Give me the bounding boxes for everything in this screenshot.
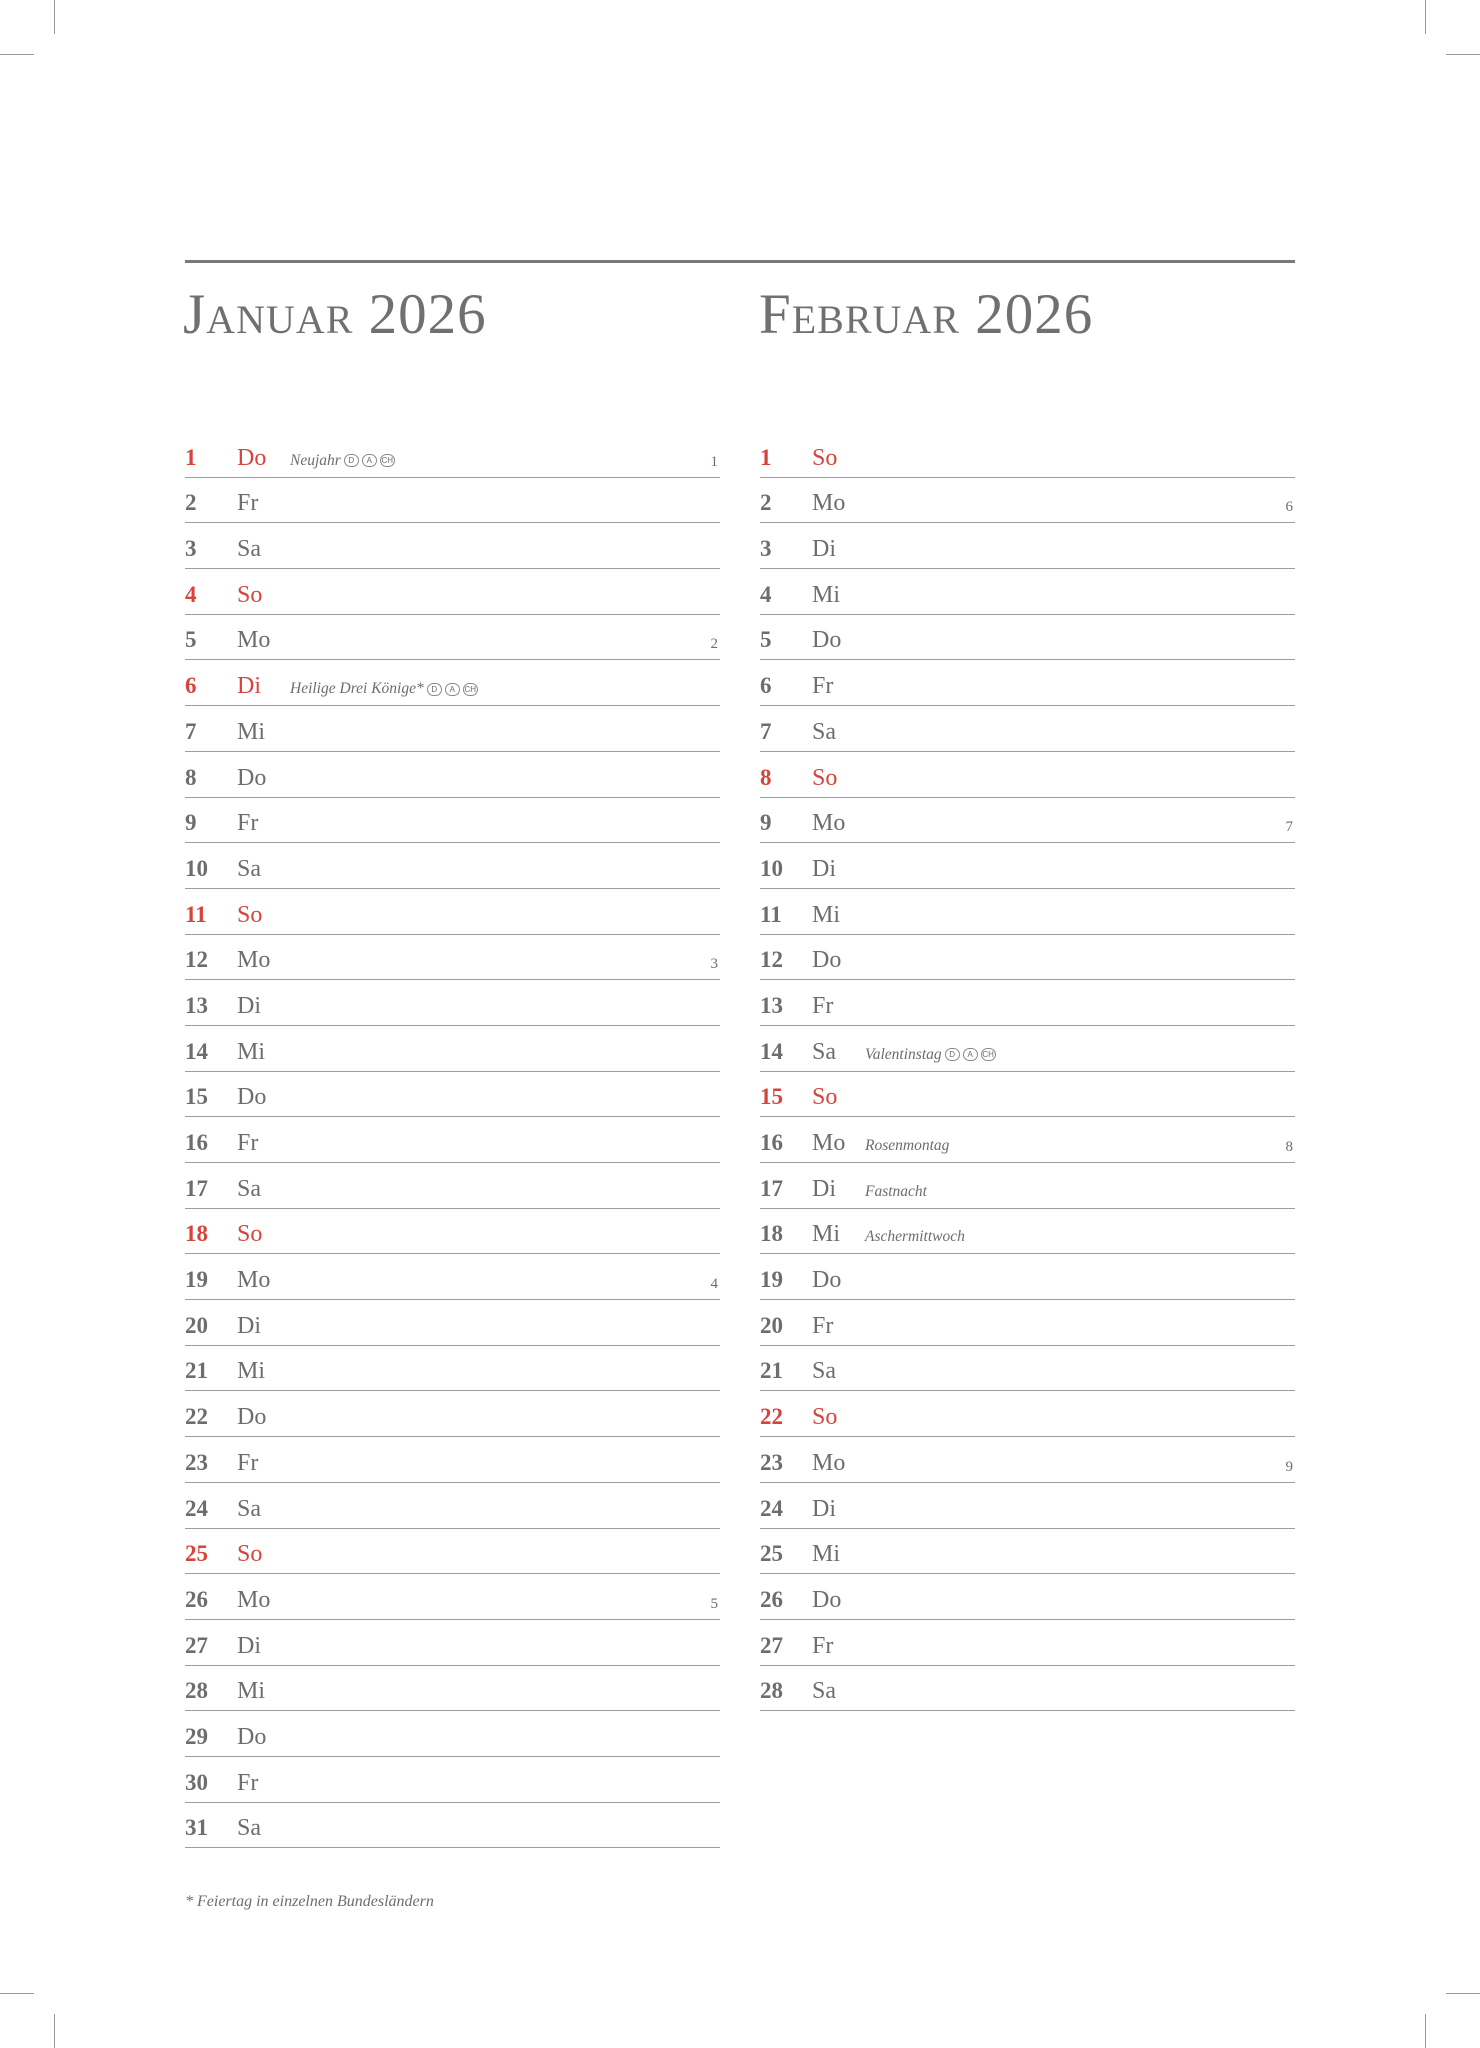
holiday-note bbox=[290, 451, 395, 477]
weekday: Do bbox=[237, 764, 267, 791]
week-number: 8 bbox=[1285, 1139, 1293, 1155]
holiday-name: Heilige Drei Könige* bbox=[290, 680, 424, 698]
day-number: 22 bbox=[760, 1404, 783, 1430]
day-number: 20 bbox=[760, 1312, 783, 1338]
day-number: 2 bbox=[760, 490, 772, 516]
day-row bbox=[760, 1620, 1295, 1666]
day-row bbox=[185, 1026, 720, 1072]
day-row bbox=[185, 843, 720, 889]
day-row bbox=[185, 980, 720, 1026]
weekday: Mi bbox=[237, 1678, 266, 1705]
weekday: Mo bbox=[237, 1267, 271, 1294]
day-number: 5 bbox=[185, 627, 197, 653]
day-row bbox=[185, 1620, 720, 1666]
weekday: Mi bbox=[237, 1038, 266, 1065]
day-row bbox=[185, 569, 720, 615]
week-number: 1 bbox=[710, 453, 718, 470]
day-row bbox=[185, 615, 720, 661]
week-number: 5 bbox=[710, 1595, 718, 1612]
day-row bbox=[185, 752, 720, 798]
weekday: Mo bbox=[812, 1449, 846, 1476]
january-day-list bbox=[185, 432, 720, 1848]
day-number: 26 bbox=[760, 1586, 783, 1612]
country-badge: D bbox=[945, 1048, 960, 1061]
day-number: 1 bbox=[760, 444, 772, 470]
day-row bbox=[760, 1026, 1295, 1072]
day-number: 28 bbox=[185, 1678, 208, 1704]
day-row bbox=[185, 660, 720, 706]
day-row bbox=[760, 1117, 1295, 1163]
holiday-note bbox=[865, 1227, 965, 1253]
weekday: So bbox=[812, 444, 838, 471]
day-row bbox=[760, 1437, 1295, 1483]
weekday: Di bbox=[237, 992, 261, 1019]
weekday: Fr bbox=[812, 673, 834, 700]
weekday: Mo bbox=[812, 810, 846, 837]
weekday: Mo bbox=[237, 947, 271, 974]
day-row bbox=[760, 660, 1295, 706]
day-number: 14 bbox=[760, 1038, 783, 1064]
day-number: 4 bbox=[185, 581, 197, 607]
week-number: 6 bbox=[1285, 499, 1293, 516]
day-number: 8 bbox=[760, 764, 772, 790]
weekday: So bbox=[237, 1221, 263, 1248]
crop-mark bbox=[1425, 0, 1426, 34]
day-number: 3 bbox=[760, 536, 772, 562]
holiday-name: Rosenmontag bbox=[865, 1137, 950, 1154]
day-number: 18 bbox=[185, 1221, 208, 1247]
weekday: Fr bbox=[237, 1130, 259, 1156]
day-number: 19 bbox=[185, 1267, 208, 1293]
country-badge: CH bbox=[381, 456, 394, 466]
day-row bbox=[185, 935, 720, 981]
top-rule bbox=[185, 260, 1295, 263]
weekday: Fr bbox=[237, 1449, 259, 1476]
weekday: Di bbox=[812, 1495, 836, 1522]
day-row bbox=[185, 1209, 720, 1255]
day-number: 23 bbox=[185, 1449, 208, 1475]
weekday: Fr bbox=[812, 1632, 834, 1659]
weekday: Sa bbox=[812, 1038, 836, 1065]
day-row bbox=[760, 523, 1295, 569]
day-number: 16 bbox=[185, 1130, 208, 1155]
day-number: 5 bbox=[760, 627, 772, 653]
day-number: 21 bbox=[185, 1358, 208, 1384]
week-number: 2 bbox=[710, 636, 718, 653]
day-row bbox=[760, 432, 1295, 478]
day-row bbox=[185, 1437, 720, 1483]
day-row bbox=[760, 1529, 1295, 1575]
day-number: 27 bbox=[185, 1632, 208, 1658]
day-number: 17 bbox=[185, 1175, 208, 1201]
weekday: Fr bbox=[237, 1769, 259, 1796]
weekday: Mi bbox=[237, 1358, 266, 1385]
day-row bbox=[760, 1300, 1295, 1346]
day-row bbox=[185, 432, 720, 478]
day-number: 13 bbox=[760, 992, 783, 1018]
crop-mark bbox=[54, 0, 55, 34]
country-badge: D bbox=[427, 683, 442, 696]
weekday: Do bbox=[812, 1267, 842, 1294]
day-number: 9 bbox=[185, 810, 197, 836]
day-row bbox=[185, 1346, 720, 1392]
day-row bbox=[185, 523, 720, 569]
day-row bbox=[760, 478, 1295, 524]
crop-mark bbox=[0, 54, 34, 55]
day-row bbox=[760, 752, 1295, 798]
day-number: 29 bbox=[185, 1723, 208, 1749]
day-row bbox=[760, 980, 1295, 1026]
day-row bbox=[760, 1254, 1295, 1300]
holiday-note bbox=[290, 679, 478, 705]
month-title-january: Januar 2026 bbox=[183, 283, 487, 346]
day-row bbox=[185, 1574, 720, 1620]
country-badge: D bbox=[344, 454, 359, 467]
day-number: 16 bbox=[760, 1130, 783, 1155]
day-row bbox=[185, 1300, 720, 1346]
weekday: Mo bbox=[812, 490, 846, 517]
day-row bbox=[185, 1666, 720, 1712]
weekday: So bbox=[812, 764, 838, 791]
day-row bbox=[185, 1803, 720, 1849]
weekday: Sa bbox=[237, 1815, 261, 1842]
crop-mark bbox=[1446, 54, 1480, 55]
day-number: 3 bbox=[185, 536, 197, 562]
weekday: Sa bbox=[237, 536, 261, 563]
country-badge: CH bbox=[464, 684, 477, 694]
day-row bbox=[185, 1391, 720, 1437]
day-number: 14 bbox=[185, 1038, 208, 1064]
crop-mark bbox=[54, 2014, 55, 2048]
weekday: Fr bbox=[237, 810, 259, 837]
week-number: 9 bbox=[1285, 1458, 1293, 1475]
day-row bbox=[760, 1072, 1295, 1118]
day-row bbox=[760, 1483, 1295, 1529]
day-row bbox=[185, 1254, 720, 1300]
weekday: Mi bbox=[812, 581, 841, 608]
day-row bbox=[185, 478, 720, 524]
day-number: 13 bbox=[185, 992, 208, 1018]
day-row bbox=[760, 1163, 1295, 1209]
holiday-name: Aschermittwoch bbox=[865, 1228, 965, 1246]
day-number: 28 bbox=[760, 1678, 783, 1704]
day-row bbox=[185, 1711, 720, 1757]
weekday: Mi bbox=[812, 1541, 841, 1568]
country-badge: A bbox=[963, 1048, 978, 1061]
weekday: Mi bbox=[812, 1221, 841, 1248]
weekday: Mo bbox=[237, 627, 271, 654]
day-number: 27 bbox=[760, 1632, 783, 1658]
day-row bbox=[760, 889, 1295, 935]
day-row bbox=[185, 1757, 720, 1803]
day-row bbox=[760, 935, 1295, 981]
weekday: Do bbox=[237, 444, 267, 471]
weekday: Mi bbox=[237, 718, 266, 745]
day-number: 25 bbox=[185, 1541, 208, 1567]
day-row bbox=[760, 1346, 1295, 1392]
weekday: Di bbox=[237, 673, 261, 700]
weekday: Fr bbox=[812, 1312, 834, 1339]
day-number: 24 bbox=[760, 1495, 783, 1521]
day-number: 11 bbox=[760, 901, 782, 927]
week-number: 4 bbox=[710, 1276, 718, 1293]
day-row bbox=[185, 798, 720, 844]
weekday: Sa bbox=[237, 1175, 261, 1202]
weekday: So bbox=[812, 1084, 838, 1111]
footnote: * Feiertag in einzelnen Bundesländern bbox=[185, 1893, 434, 1910]
weekday: Mo bbox=[812, 1130, 846, 1156]
day-number: 7 bbox=[185, 718, 197, 744]
week-number: 7 bbox=[1285, 819, 1293, 836]
day-row bbox=[185, 1072, 720, 1118]
day-number: 23 bbox=[760, 1449, 783, 1475]
day-number: 7 bbox=[760, 718, 772, 744]
day-number: 26 bbox=[185, 1586, 208, 1612]
weekday: So bbox=[812, 1404, 838, 1431]
weekday: Di bbox=[237, 1632, 261, 1659]
day-row bbox=[760, 569, 1295, 615]
day-number: 30 bbox=[185, 1769, 208, 1795]
day-number: 19 bbox=[760, 1267, 783, 1293]
february-day-list bbox=[760, 432, 1295, 1711]
day-number: 12 bbox=[185, 947, 208, 973]
holiday-note bbox=[865, 1136, 949, 1162]
crop-mark bbox=[1446, 1993, 1480, 1994]
weekday: Do bbox=[812, 1586, 842, 1613]
weekday: So bbox=[237, 1541, 263, 1568]
day-row bbox=[185, 706, 720, 752]
crop-mark bbox=[0, 1993, 34, 1994]
day-row bbox=[760, 798, 1295, 844]
weekday: Fr bbox=[812, 992, 834, 1019]
weekday: Do bbox=[812, 947, 842, 974]
holiday-name: Valentinstag bbox=[865, 1045, 942, 1063]
weekday: Do bbox=[237, 1723, 267, 1750]
day-number: 1 bbox=[185, 444, 197, 470]
weekday: So bbox=[237, 901, 263, 928]
crop-mark bbox=[1425, 2014, 1426, 2048]
day-number: 8 bbox=[185, 764, 197, 790]
day-number: 24 bbox=[185, 1495, 208, 1521]
day-number: 25 bbox=[760, 1541, 783, 1567]
day-row bbox=[760, 1391, 1295, 1437]
day-row bbox=[760, 843, 1295, 889]
weekday: Di bbox=[812, 536, 836, 563]
weekday: Mo bbox=[237, 1586, 271, 1613]
day-number: 6 bbox=[760, 673, 772, 699]
day-row bbox=[185, 1117, 720, 1163]
holiday-note bbox=[865, 1182, 927, 1208]
holiday-name: Fastnacht bbox=[865, 1182, 927, 1200]
weekday: Di bbox=[812, 855, 836, 882]
day-row bbox=[760, 615, 1295, 661]
day-number: 15 bbox=[185, 1084, 208, 1110]
weekday: Do bbox=[237, 1404, 267, 1431]
country-badge: A bbox=[445, 683, 460, 696]
day-number: 15 bbox=[760, 1084, 783, 1110]
day-row bbox=[760, 1666, 1295, 1712]
country-badge: CH bbox=[982, 1050, 994, 1060]
weekday: Mi bbox=[812, 901, 841, 928]
day-number: 21 bbox=[760, 1358, 783, 1384]
weekday: Do bbox=[237, 1084, 267, 1111]
weekday: Sa bbox=[237, 1495, 261, 1522]
day-row bbox=[185, 1163, 720, 1209]
day-row bbox=[760, 706, 1295, 752]
weekday: Do bbox=[812, 627, 842, 654]
weekday: Di bbox=[812, 1175, 836, 1202]
weekday: Sa bbox=[237, 855, 261, 882]
weekday: Sa bbox=[812, 1358, 836, 1385]
month-title-february: Februar 2026 bbox=[759, 283, 1094, 346]
weekday: Sa bbox=[812, 718, 836, 745]
holiday-name: Neujahr bbox=[290, 451, 341, 469]
day-row bbox=[185, 1483, 720, 1529]
weekday: Fr bbox=[237, 490, 259, 517]
day-number: 10 bbox=[185, 855, 208, 881]
holiday-note bbox=[865, 1045, 996, 1071]
day-row bbox=[185, 889, 720, 935]
day-number: 4 bbox=[760, 581, 772, 607]
weekday: Sa bbox=[812, 1678, 836, 1705]
day-number: 31 bbox=[185, 1815, 208, 1841]
day-row bbox=[760, 1209, 1295, 1255]
weekday: So bbox=[237, 581, 263, 608]
day-number: 20 bbox=[185, 1312, 208, 1338]
day-number: 11 bbox=[185, 901, 207, 927]
day-number: 10 bbox=[760, 855, 783, 881]
day-number: 2 bbox=[185, 490, 197, 516]
day-number: 12 bbox=[760, 947, 783, 973]
day-number: 6 bbox=[185, 673, 197, 699]
day-number: 17 bbox=[760, 1175, 783, 1201]
week-number: 3 bbox=[710, 956, 718, 973]
day-number: 22 bbox=[185, 1404, 208, 1430]
weekday: Di bbox=[237, 1312, 261, 1339]
day-number: 18 bbox=[760, 1221, 783, 1247]
country-badge: A bbox=[362, 454, 377, 467]
day-row bbox=[760, 1574, 1295, 1620]
day-number: 9 bbox=[760, 810, 772, 836]
day-row bbox=[185, 1529, 720, 1575]
